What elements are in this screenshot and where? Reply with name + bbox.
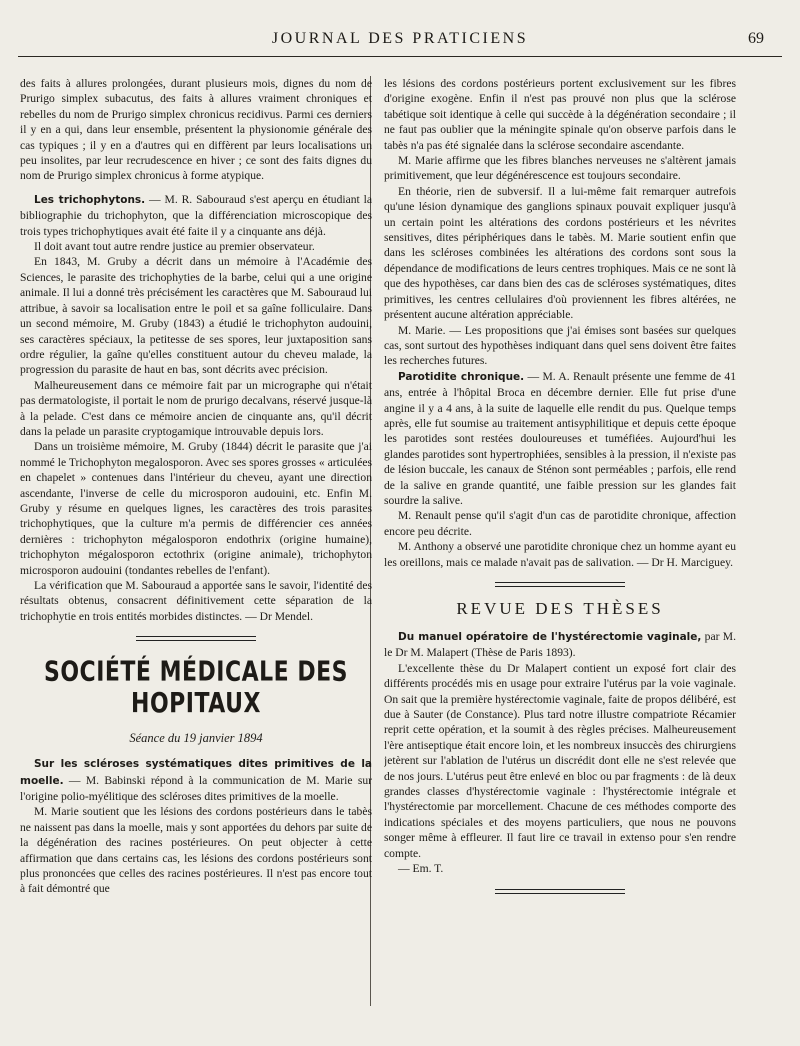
- page-number: 69: [748, 30, 764, 47]
- paragraph: L'excellente thèse du Dr Malapert contient un exposé fort clair des différents procédés mis en usage pour extraire l'utérus par la voie vaginale. On sait que la première hystérectomie vaginale, faite de propos délibéré, est due à Sauter (de Constance). Plus tard notre illustre compatriote Récamier reprit cette opération, et la soumit à des règles précises. Malheureusement l'ère antiseptique était encore loin, et les nombreux insuccès des chirurgiens jetèrent sur l'ablation de l'utérus un discrédit dont elle ne s'est relevée que de nos jours. L'utérus peut être enlevé en bloc ou par fragments : de là deux grandes classes d'hystérectomie vaginale : l'hystérectomie intégrale et l'hystérectomie par morcellement. Chacune de ces méthodes comporte des indications spéciales et des moyens particuliers, que nous ne pouvons songer même à effleurer. Il faut lire ce travail in extenso pour s'en rendre compte.: [384, 661, 736, 860]
- paragraph: M. Marie soutient que les lésions des cordons postérieurs dans le tabès ne naissent pas dans la moelle, mais y sont apportées du dehors par suite de la dégénération des racines postérieures. On peut objecter à cette affirmation que dans certains cas, les lésions des cordons postérieurs sont plus prononcées que celles des racines postérieures. Il n'est pas encore tout à fait démontré que: [20, 805, 372, 896]
- page-header: [18, 26, 782, 57]
- paragraph: En 1843, M. Gruby a décrit dans un mémoire à l'Académie des Sciences, le parasite des trichophyties de la barbe, celui qui a une origine animale. Il lui a donné très précisément les caractères que M. Sabouraud lui attribue, à savoir sa localisation entre le poil et sa gaîne folliculaire. Dans un second mémoire, M. Gruby (1843) a étudié le trichophyton audouini, ses caractères spéciaux, la petitesse de ses spores, leur juxtaposition sans ordre régulier, la gaîne qu'elles constituent autour du cheveu malade, la progression du parasite de haut en bas, sont décrits avec précision.: [20, 255, 372, 377]
- parotidite-paragraph: Parotidite chronique. — M. A. Renault présente une femme de 41 ans, entrée à l'hôpital Broca en décembre dernier. Elle fut prise d'une angine il y a 4 ans, à la suite de laquelle elle rendit du pus. Quelque temps après, elle fut soumise au traitement antisyphilitique et depuis cette époque les parotides sont restées douloureuses et tuméfiées. Aujourd'hui les glandes parotides sont hypertrophiées, sensibles à la pression, il n'existe pas de lésion buccale, les canaux de Sténon sont perméables ; parfois, elle rend de la salive en grande quantité, une faible pression sur les glandes fait sourdre la salive.: [384, 369, 736, 507]
- paragraph: En théorie, rien de subversif. Il a lui-même fait remarquer autrefois qu'une lésion dynamique des ganglions spinaux pouvait expliquer jusqu'à un certain point les altérations des cordons postérieurs et les névrites sensitives, dites périphériques dans le tabès. M. Marie soutient enfin que dans les scléroses combinées les altérations des cordons sont sous la dépendance de modifications de leurs centres trophiques. Mais ce ne sont là que des hypothèses, car dans bien des cas de scléroses systématiques, dites primitives, les centres cellulaires d'où proviennent les fibres altérées, ne présentent aucune altération appréciable.: [384, 184, 736, 322]
- paragraph: Malheureusement dans ce mémoire fait par un micrographe qui n'était pas dermatologiste, il portait le nom de prurigo decalvans, réservé jusque-là à la pelade. C'est dans ce mémoire ancien de cinquante ans, qu'il décrit dans la pelade un parasite cryptogamique introuvable depuis lors.: [20, 378, 372, 438]
- signature: — Dr Mendel.: [245, 609, 314, 623]
- double-rule: [495, 582, 625, 587]
- these-paragraph: Du manuel opératoire de l'hystérectomie vaginale, par M. le Dr M. Malapert (Thèse de Paris 1893).: [384, 630, 736, 660]
- paragraph: M. Renault pense qu'il s'agit d'un cas de parotidite chronique, affection encore peu décrite.: [384, 509, 736, 538]
- rubric-trichophytons: Les trichophytons.: [34, 193, 146, 206]
- right-column: [384, 76, 736, 1016]
- double-rule: [136, 636, 256, 641]
- double-rule: [495, 889, 625, 894]
- scleroses-paragraph: Sur les scléroses systématiques dites primitives de la moelle. — M. Babinski répond à la communication de M. Marie sur l'origine polio-myélitique des scléroses dites primitives de la moelle.: [20, 758, 372, 804]
- paragraph: La vérification que M. Sabouraud a apportée sans le savoir, l'identité des résultats obtenus, consacrent définitivement cette séparation de la trichophytie en trois entités morbides distinctes. — Dr Mendel.: [20, 579, 372, 623]
- signature: — Em. T.: [398, 862, 444, 876]
- section-title: SOCIÉTÉ MÉDICALE DES HOPITAUX: [44, 656, 348, 720]
- paragraph: M. Marie. — Les propositions que j'ai émises sont basées sur quelques cas, sont surtout des hypothèses indiquant dans quel sens doivent être faites les recherches futures.: [384, 323, 736, 368]
- paragraph: Dans un troisième mémoire, M. Gruby (1844) décrit le parasite que j'ai nommé le Trichophyton megalosporon. Avec ses spores grosses « articulées en chapelet » contenues dans l'intérieur du cheveu, ayant une direction ascendante, l'inverse de celle du microsporon audouini, etc. Enfin M. Gruby y résume en quelques lignes, les caractères des trois parasites trichophytiques, que la culture m'a permis de différencier ces années dernières : trichophyton mégalosporon endothrix (origine humaine), trichophyton mégalosporon ectothrix (origine animale), trichophyton microsporon audouini (tondantes rebelles de l'enfant).: [20, 440, 372, 577]
- rubric-hysterectomie: Du manuel opératoire de l'hystérectomie vaginale,: [398, 631, 702, 643]
- prurigo-paragraph: des faits à allures prolongées, durant plusieurs mois, dignes du nom de Prurigo simplex subacutus, des faits à allures vraiment chroniques et rebelles du nom de Prurigo simplex chronicus recidivus. Parmi ces derniers il y en a qui, dans leur ensemble, présentent la physionomie générale des cas typiques ; il y en a d'autres qui en diffèrent par leurs localisations un peu insolites, par leur recrudescence en hiver ; ce sont des faits dignes du nom de Prurigo simplex chronicus à forme atypique.: [20, 77, 372, 183]
- paragraph: M. Anthony a observé une parotidite chronique chez un homme ayant eu les oreillons, mais ce malade n'avait pas de salivation. — Dr H. Marciguey.: [384, 540, 736, 569]
- paragraph: M. Marie affirme que les fibres blanches nerveuses ne s'altèrent jamais primitivement, que leur dégénérescence est toujours secondaire.: [384, 154, 736, 183]
- rubric-scleroses: Sur les scléroses systématiques dites primitives de la moelle.: [20, 758, 372, 787]
- journal-title: JOURNAL DES PRATICIENS: [271, 30, 529, 47]
- section-title: REVUE DES THÈSES: [456, 599, 664, 618]
- paragraph: Il doit avant tout autre rendre justice au premier observateur.: [34, 240, 315, 254]
- rubric-parotidite: Parotidite chronique.: [398, 370, 525, 383]
- seance-date: Séance du 19 janvier 1894: [129, 731, 263, 746]
- signature: — Dr H. Marciguey.: [636, 555, 734, 569]
- paragraph: les lésions des cordons postérieurs portent exclusivement sur les fibres d'origine exogène. Enfin il n'est pas prouvé non plus que la sclérose tabétique soit identique à celle qui succède à la dégénération secondaire ; il ne faut pas oublier que la méningite spinale qu'on observe parfois dans le tabès n'a pas été signalée dans la sclérose secondaire ascendante.: [384, 77, 736, 152]
- trichophytons-paragraph: Les trichophytons. — M. R. Sabouraud s'est aperçu en étudiant la bibliographie du trichophyton, que la différenciation microscopique des trois types trichophytiques avait été faite il y a cinquante ans déjà.: [20, 192, 372, 238]
- left-column: [20, 76, 372, 1016]
